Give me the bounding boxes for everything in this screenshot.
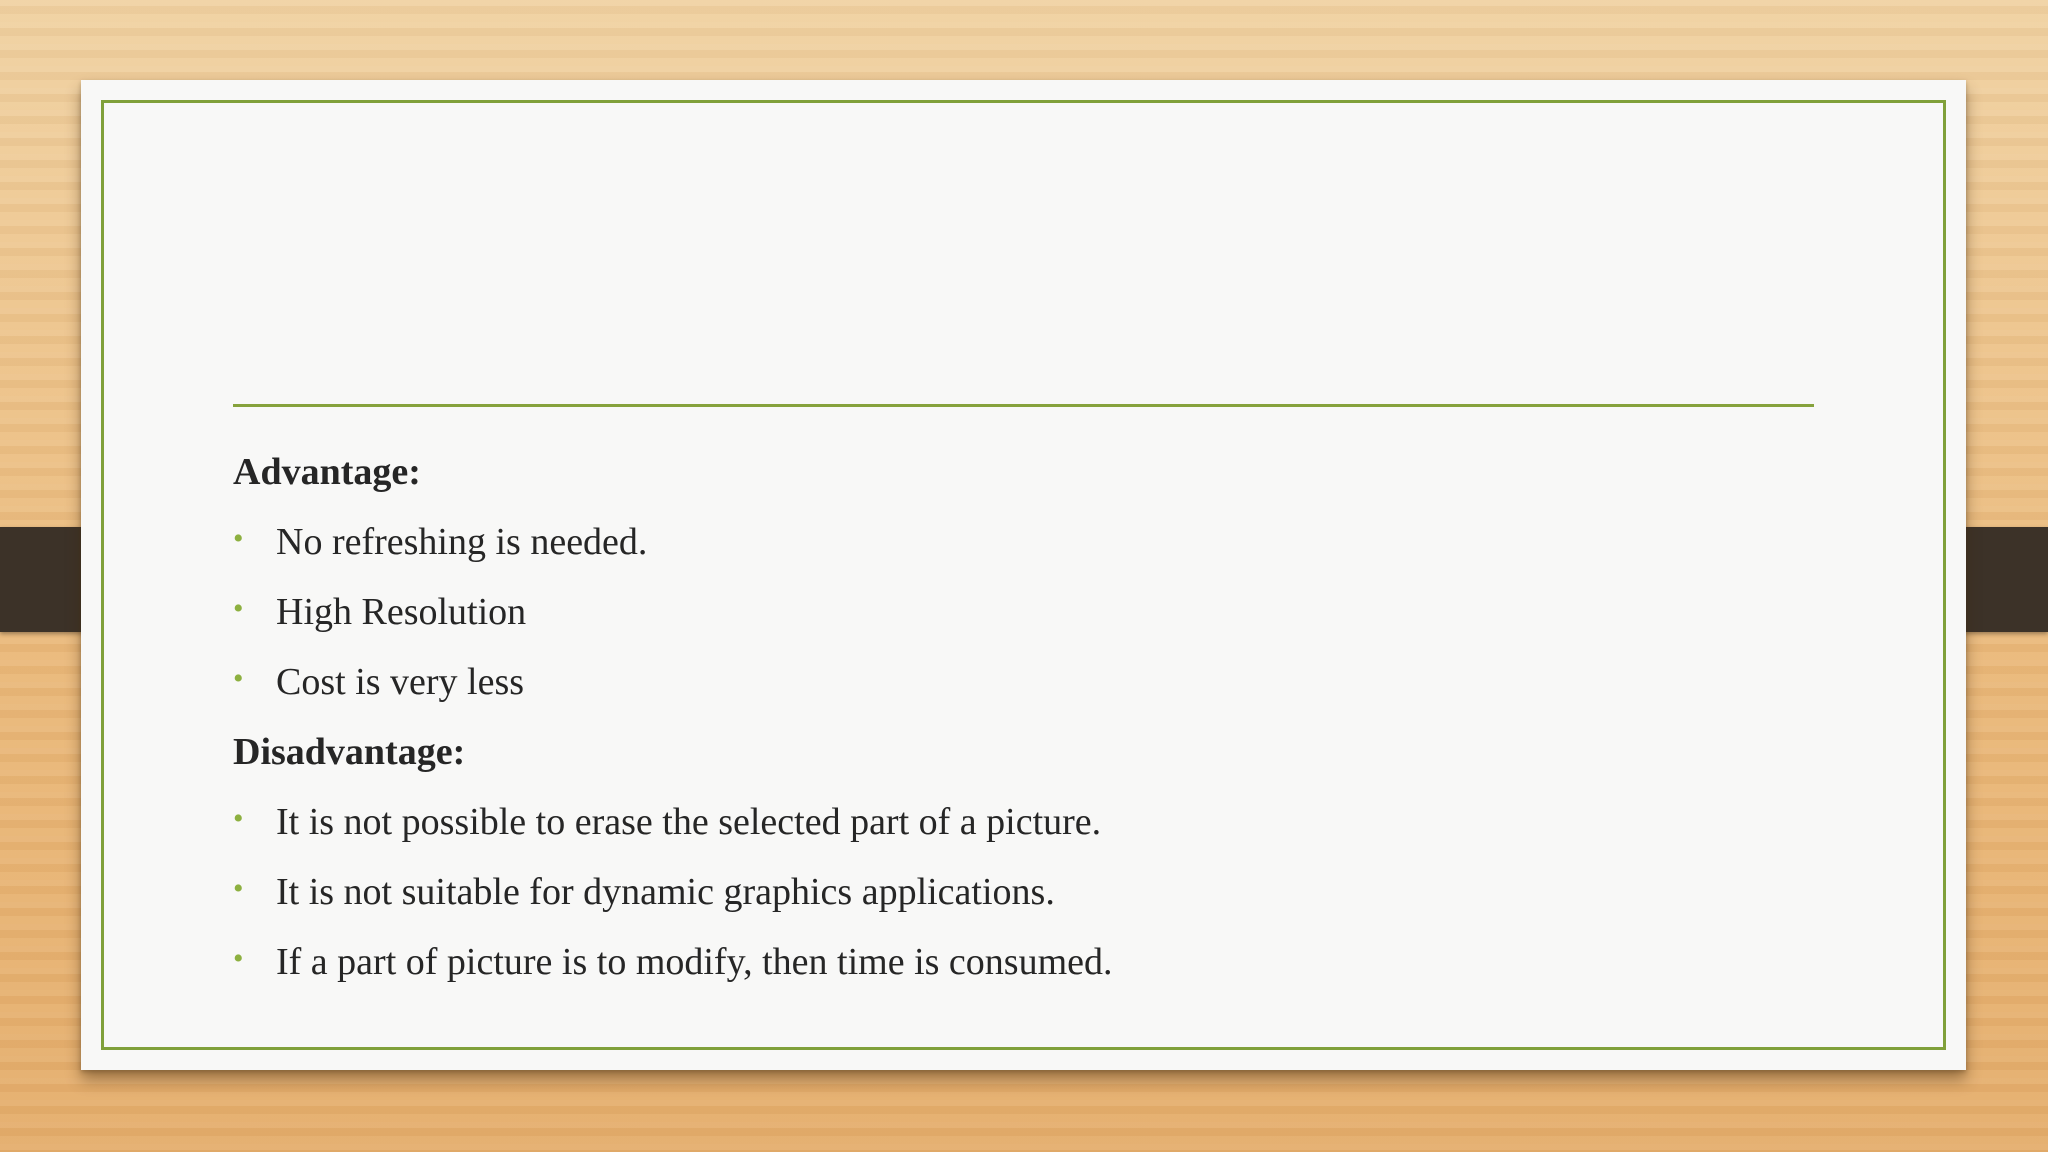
list-item-text: It is not possible to erase the selected part of a picture. <box>276 801 1102 843</box>
slide-paper <box>81 80 1966 1070</box>
list-item <box>233 577 1793 647</box>
bullet-icon: • <box>233 872 244 905</box>
bullet-icon: • <box>233 802 244 835</box>
list-item <box>233 787 1793 857</box>
list-item-text: High Resolution <box>276 591 527 633</box>
list-item <box>233 927 1793 997</box>
list-item-text: It is not suitable for dynamic graphics applications. <box>276 871 1055 913</box>
bullet-icon: • <box>233 942 244 975</box>
list-item <box>233 647 1793 717</box>
list-item <box>233 507 1793 577</box>
bullet-icon: • <box>233 522 244 555</box>
list-item-text: Cost is very less <box>276 661 525 703</box>
bullet-icon: • <box>233 662 244 695</box>
slide-body <box>233 437 1793 997</box>
list-item <box>233 857 1793 927</box>
advantage-heading: Advantage: <box>233 451 421 493</box>
bullet-icon: • <box>233 592 244 625</box>
title-divider-line <box>233 404 1814 407</box>
list-item-text: If a part of picture is to modify, then time is consumed. <box>276 941 1113 983</box>
disadvantage-heading: Disadvantage: <box>233 731 466 773</box>
list-item-text: No refreshing is needed. <box>276 521 648 563</box>
